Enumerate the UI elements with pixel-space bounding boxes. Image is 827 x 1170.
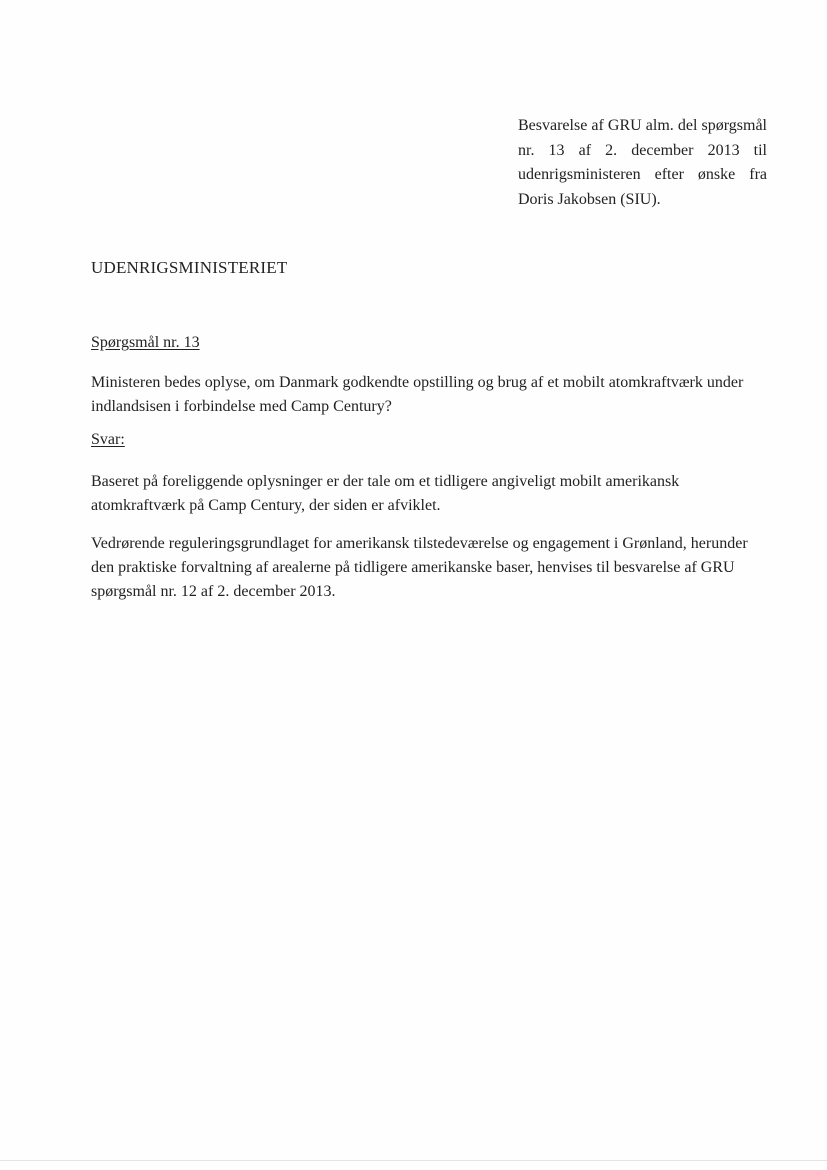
answer-paragraph-2: Vedrørende reguleringsgrundlaget for amerikansk tilstedeværelse og engagement i Grønland, herunder den praktiske forvaltning af arealerne på tidligere amerikanske baser, henvises til besvarelse af GRU spørgsmål nr. 12 af 2. december 2013. bbox=[91, 535, 748, 600]
question-text: Ministeren bedes oplyse, om Danmark godkendte opstilling og brug af et mobilt atomkraftværk under indlandsisen i forbindelse med Camp Century? bbox=[91, 374, 744, 415]
reference-block: Besvarelse af GRU alm. del spørgsmål nr. 13 af 2. december 2013 til udenrigsministeren efter ønske fra Doris Jakobsen (SIU). bbox=[518, 117, 767, 208]
question-heading: Spørgsmål nr. 13 bbox=[91, 334, 200, 351]
answer-paragraph-1: Baseret på foreliggende oplysninger er der tale om et tidligere angiveligt mobilt amerikansk atomkraftværk på Camp Century, der siden er afviklet. bbox=[91, 473, 680, 514]
page-bottom-divider bbox=[0, 1160, 827, 1161]
answer-heading: Svar: bbox=[91, 431, 125, 448]
ministry-name: UDENRIGSMINISTERIET bbox=[91, 258, 288, 277]
